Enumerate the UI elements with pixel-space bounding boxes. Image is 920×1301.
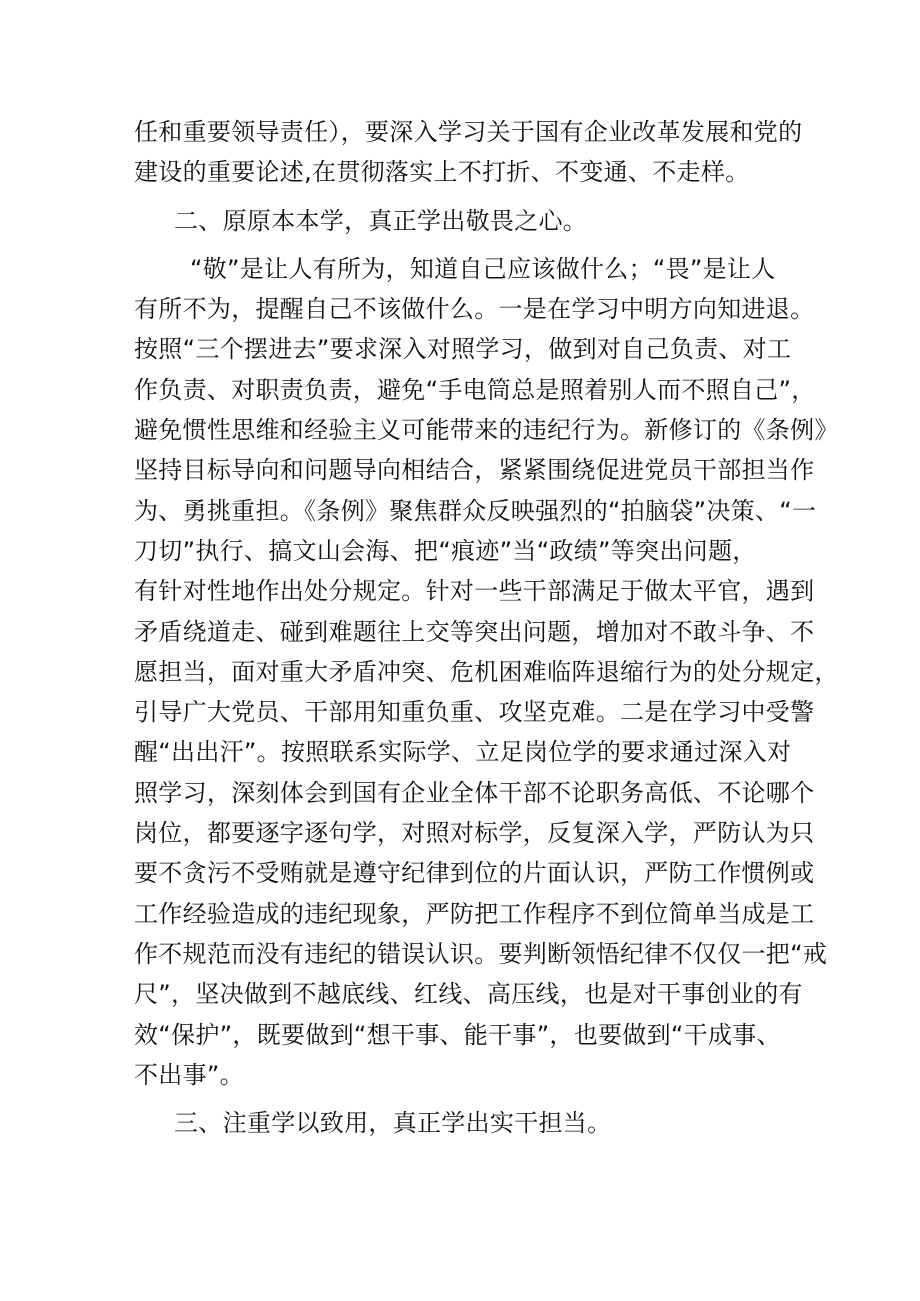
- body-line: 作不规范而没有违纪的错误认识。要判断领悟纪律不仅仅一把“戒: [134, 939, 828, 968]
- body-line: 坚持目标导向和问题导向相结合，紧紧围绕促进党员干部担当作: [134, 456, 815, 485]
- body-line: 有所不为，提醒自己不该做什么。一是在学习中明方向知进退。: [134, 295, 815, 324]
- body-line: 任和重要领导责任），要深入学习关于国有企业改革发展和党的: [134, 118, 803, 146]
- body-line: 矛盾绕道走、碰到难题往上交等突出问题，增加对不敢斗争、不: [134, 617, 815, 646]
- body-line: 有针对性地作出处分规定。针对一些干部满足于做太平官，遇到: [134, 577, 815, 606]
- body-line: 醒“出出汗”。按照联系实际学、立足岗位学的要求通过深入对: [134, 738, 792, 767]
- body-line: 按照“三个摆进去”要求深入对照学习，做到对自己负责、对工: [134, 335, 792, 364]
- section-heading: 二、原原本本学，真正学出敬畏之心。: [174, 206, 588, 235]
- body-line: 引导广大党员、干部用知重负重、攻坚克难。二是在学习中受警: [134, 698, 815, 727]
- body-line: 效“保护”，既要做到“想干事、能干事”，也要做到“干成事、: [134, 1020, 781, 1049]
- body-line: 作负责、对职责负责，避免“手电筒总是照着别人而不照自己”，: [134, 375, 816, 404]
- body-line: 愿担当，面对重大矛盾冲突、危机困难临阵退缩行为的处分规定，: [134, 657, 839, 686]
- document-body: [134, 112, 839, 1143]
- body-line: 尺”，坚决做到不越底线、红线、高压线，也是对干事创业的有: [134, 980, 803, 1009]
- body-line: “敬”是让人有所为，知道自己应该做什么；“畏”是让人: [190, 254, 776, 283]
- body-line: 刀切”执行、搞文山会海、把“痕迹”当“政绩”等突出问题，: [134, 536, 757, 565]
- body-line: 不出事”。: [134, 1060, 244, 1089]
- body-line: 工作经验造成的违纪现象，严防把工作程序不到位简单当成是工: [134, 899, 815, 928]
- body-line: 避免惯性思维和经验主义可能带来的违纪行为。新修订的《条例》: [134, 416, 839, 445]
- body-line: 要不贪污不受贿就是遵守纪律到位的片面认识，严防工作惯例或: [134, 859, 815, 888]
- body-line: 岗位，都要逐字逐句学，对照对标学，反复深入学，严防认为只: [134, 819, 815, 848]
- body-line: 建设的重要论述,在贯彻落实上不打折、不变通、不走样。: [134, 158, 750, 187]
- section-heading: 三、注重学以致用，真正学出实干担当。: [174, 1109, 612, 1138]
- body-line: 照学习，深刻体会到国有企业全体干部不论职务高低、不论哪个: [134, 778, 815, 807]
- body-line: 为、勇挑重担。《条例》聚焦群众反映强烈的“拍脑袋”决策、“一: [134, 496, 817, 525]
